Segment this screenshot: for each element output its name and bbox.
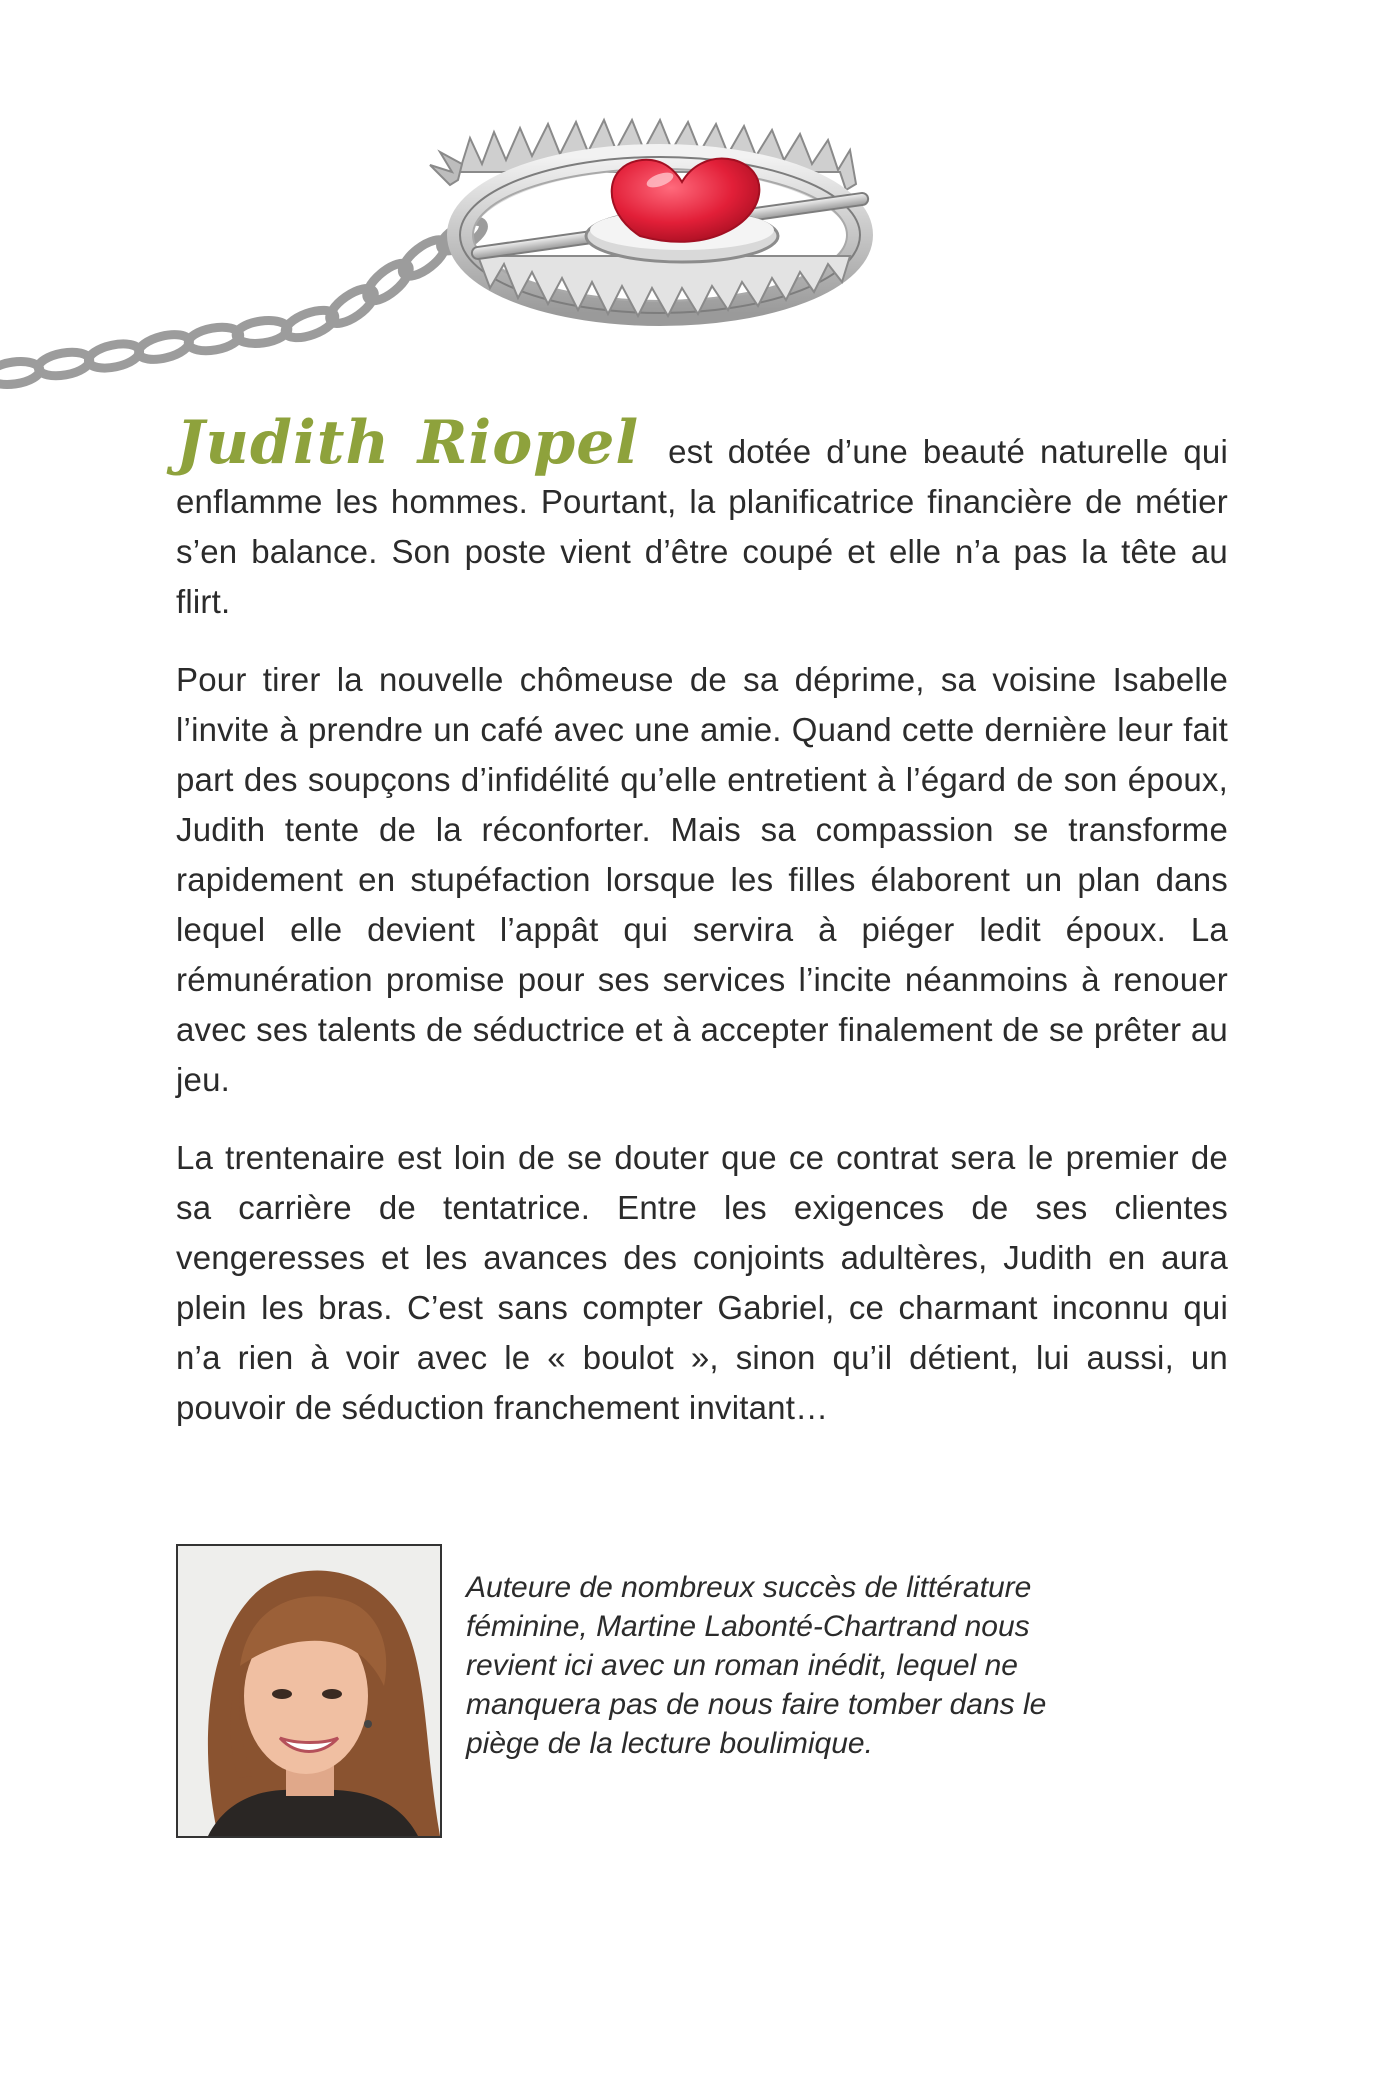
author-bio: Auteure de nombreux succès de littérature féminine, Martine Labonté-Chartrand nous revient ici avec un roman inédit, lequel ne manquera pas de nous faire tomber dans le piège de la lecture boulimique. xyxy=(466,1571,1047,1760)
back-cover-blurb xyxy=(176,408,1228,1461)
bear-trap-illustration xyxy=(0,60,1000,420)
blurb-paragraph-3: La trentenaire est loin de se douter que ce contrat sera le premier de sa carrière de tentatrice. Entre les exigences de ses clientes vengeresses et les avances des conjoints adultères, Judith en aura plein les bras. C’est sans compter Gabriel, ce charmant inconnu qui n’a rien à voir avec le « boulot », sinon qu’il détient, lui aussi, un pouvoir de séduction franchement invitant… xyxy=(176,1139,1228,1426)
author-photo xyxy=(176,1544,442,1838)
intro-text: est dotée d’une beauté naturelle qui enflamme les hommes. Pourtant, la planificatrice financière de métier s’en balance. Son poste vient d’être coupé et elle n’a pas la tête au flirt. xyxy=(176,433,1228,620)
blurb-paragraph-2: Pour tirer la nouvelle chômeuse de sa déprime, sa voisine Isabelle l’invite à prendre un café avec une amie. Quand cette dernière leur fait part des soupçons d’infidélité qu’elle entretient à l’égard de son époux, Judith tente de la réconforter. Mais sa compassion se transforme rapidement en stupéfaction lorsque les filles élaborent un plan dans lequel elle devient l’appât qui servira à piéger ledit époux. La rémunération promise pour ses services l’incite néanmoins à renouer avec ses talents de séductrice et à accepter finalement de se prêter au jeu. xyxy=(176,661,1228,1098)
author-section xyxy=(176,1544,1228,1844)
blurb-paragraph-intro xyxy=(176,408,1228,627)
heroine-name: Judith Riopel xyxy=(176,408,640,478)
chain-icon xyxy=(0,215,488,387)
